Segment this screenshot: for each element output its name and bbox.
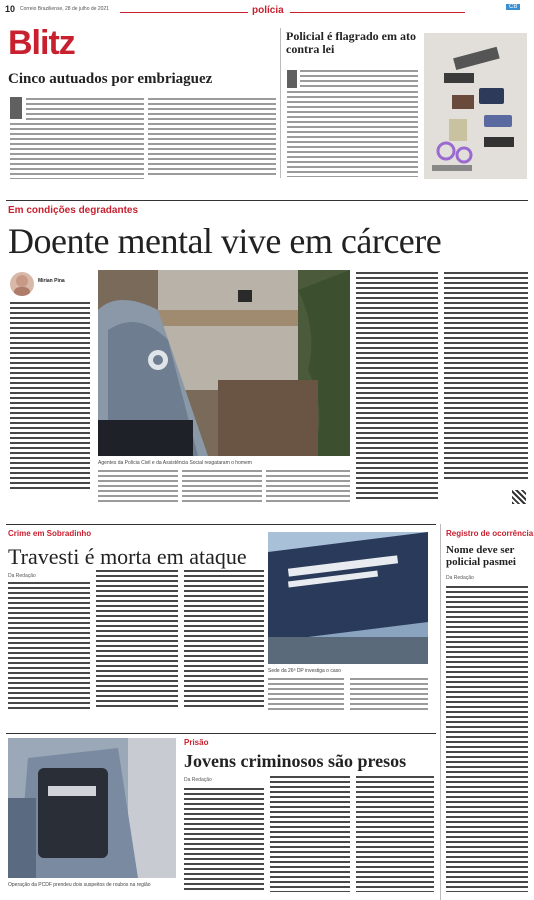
rescue-photo — [98, 270, 350, 456]
travesti-text-col3 — [184, 570, 264, 710]
header-rule-right — [290, 12, 465, 13]
page-number: 10 — [5, 4, 16, 14]
main-text-under-photo-1 — [98, 470, 178, 502]
travesti-text-col4 — [268, 678, 344, 712]
travesti-byline: Da Redação — [8, 573, 36, 579]
main-kicker: Em condições degradantes — [8, 205, 139, 216]
qr-code-icon — [512, 490, 526, 504]
prison-text-col3 — [356, 776, 434, 892]
police-text-b — [287, 91, 418, 177]
rescue-photo-caption: Agentes da Polícia Civil e da Assistência Social resgataram o homem — [98, 460, 252, 466]
prison-headline: Jovens criminosos são presos — [184, 751, 407, 771]
header-tag: CB — [506, 4, 520, 10]
blitz-dropcap — [10, 97, 22, 119]
header-rule-left — [120, 12, 248, 13]
author-avatar — [10, 272, 34, 296]
date-line: Correio Braziliense, 28 de julho de 2021 — [20, 6, 109, 12]
blitz-text-col1b — [10, 123, 144, 179]
officer-photo-caption: Operação da PCDF prendeu dois suspeitos de roubos na região — [8, 882, 151, 888]
police-headline: Policial é flagrado em ato contra lei — [286, 29, 416, 56]
blitz-title: Blitz — [8, 24, 75, 62]
travesti-top-rule — [6, 524, 436, 525]
travesti-headline: Travesti é morta em ataque — [8, 544, 247, 569]
main-text-col1 — [10, 302, 90, 492]
main-top-rule — [6, 200, 528, 201]
main-text-under-photo-2 — [182, 470, 262, 502]
side-headline: Nome deve ser policial pasmei — [446, 544, 516, 568]
station-photo-caption: Sede da 26ª DP investiga o caso — [268, 668, 341, 674]
travesti-text-col2 — [96, 570, 178, 710]
section-name: polícia — [252, 5, 284, 16]
blitz-text-col1 — [26, 98, 144, 122]
travesti-text-col5 — [350, 678, 428, 712]
blitz-text-col2 — [148, 98, 276, 178]
police-station-photo — [268, 532, 428, 664]
travesti-text-col1 — [8, 582, 90, 710]
blitz-headline: Cinco autuados por embriaguez — [8, 71, 213, 87]
officer-photo — [8, 738, 176, 878]
side-text — [446, 586, 528, 892]
prison-text-col1 — [184, 788, 264, 892]
author-name: Mirian Pina — [38, 278, 65, 284]
side-divider — [440, 524, 441, 900]
side-byline: Da Redação — [446, 575, 474, 581]
police-dropcap — [287, 70, 297, 88]
prison-byline: Da Redação — [184, 777, 212, 783]
main-text-col-a — [356, 272, 438, 502]
main-text-col-b — [444, 272, 528, 482]
main-text-under-photo-3 — [266, 470, 350, 502]
police-text-a — [300, 70, 418, 90]
prison-text-col2 — [270, 776, 350, 892]
seized-items-photo — [424, 33, 527, 179]
prison-kicker: Prisão — [184, 738, 209, 747]
blitz-divider — [280, 28, 281, 178]
main-headline: Doente mental vive em cárcere — [8, 221, 442, 261]
travesti-kicker: Crime em Sobradinho — [8, 529, 92, 538]
side-kicker: Registro de ocorrência — [446, 529, 534, 538]
prison-top-rule — [6, 733, 436, 734]
